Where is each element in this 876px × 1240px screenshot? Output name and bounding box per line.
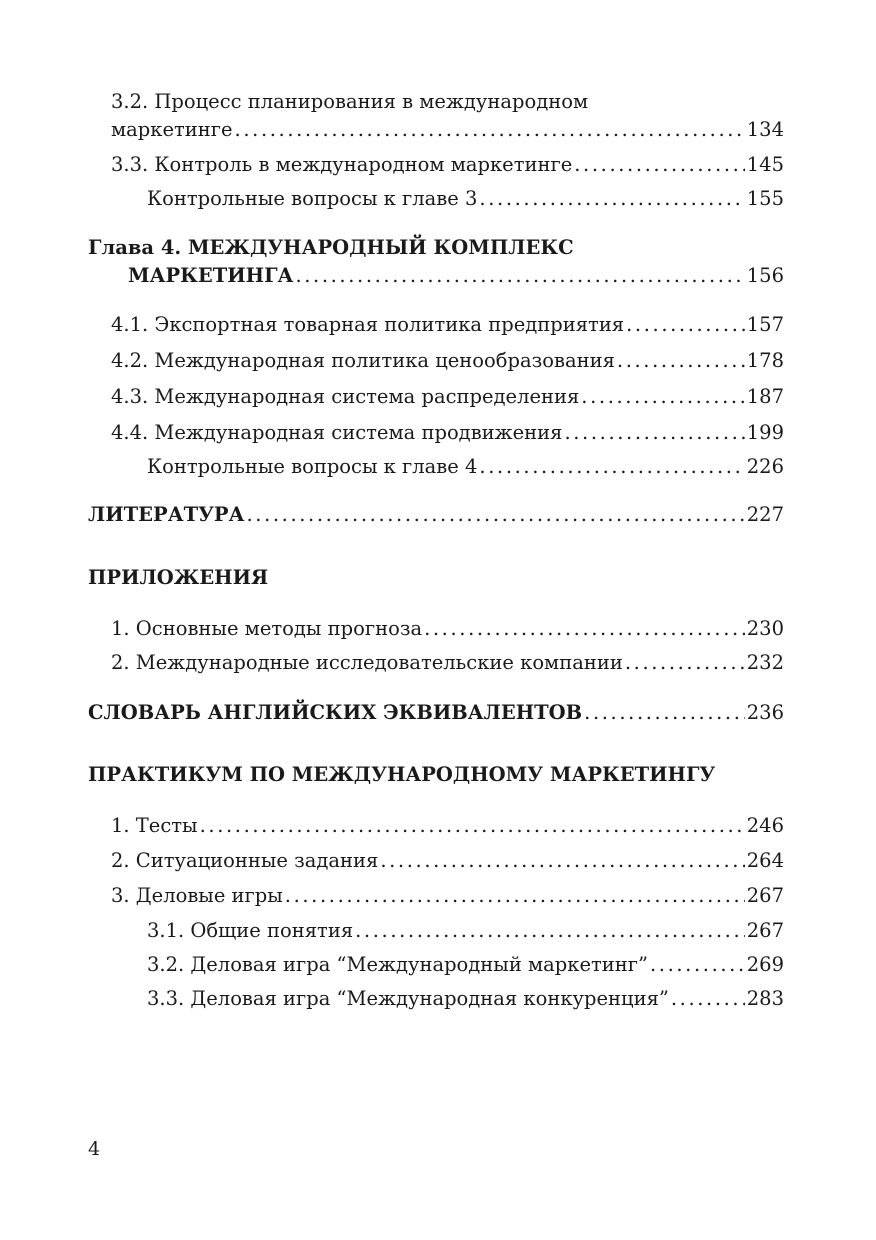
toc-entry-4-2[interactable] — [111, 349, 784, 373]
toc-page-number: 269 — [746, 953, 784, 976]
toc-entry-label: 4.2. Международная политика ценообразования — [111, 349, 615, 372]
toc-entry-label: 3.1. Общие понятия — [147, 919, 354, 942]
toc-page-number: 187 — [746, 385, 784, 408]
leader-dots — [246, 503, 744, 527]
leader-dots — [479, 187, 744, 211]
leader-dots — [671, 987, 745, 1011]
leader-dots — [564, 421, 744, 445]
toc-page-number: 157 — [746, 313, 784, 336]
page-number: 4 — [88, 1138, 101, 1160]
toc-page-number: 230 — [746, 617, 784, 640]
leader-dots — [625, 651, 745, 675]
toc-entry-3-3[interactable] — [111, 153, 784, 177]
toc-page-number: 178 — [746, 349, 784, 372]
leader-dots — [617, 349, 745, 373]
toc-entry-label: СЛОВАРЬ АНГЛИЙСКИХ ЭКВИВАЛЕНТОВ — [88, 701, 583, 724]
toc-page-number: 226 — [746, 455, 784, 478]
toc-entry-3-2-line1: 3.2. Процесс планирования в международном — [111, 90, 589, 113]
toc-entry-questions-3[interactable] — [147, 187, 784, 211]
toc-page-number: 267 — [746, 884, 784, 907]
toc-entry-4-3[interactable] — [111, 385, 784, 409]
toc-entry-label: Контрольные вопросы к главе 4 — [147, 455, 478, 478]
leader-dots — [479, 455, 744, 479]
toc-practicum-2[interactable] — [111, 849, 784, 873]
toc-page-number: 267 — [746, 919, 784, 942]
toc-entry-label: 4.3. Международная система распределения — [111, 385, 580, 408]
toc-entry-questions-4[interactable] — [147, 455, 784, 479]
toc-entry-label: ЛИТЕРАТУРА — [88, 503, 245, 526]
toc-glossary[interactable] — [88, 701, 784, 725]
toc-chapter-4-line1: Глава 4. МЕЖДУНАРОДНЫЙ КОМПЛЕКС — [88, 236, 574, 259]
toc-practicum-1[interactable] — [111, 814, 784, 838]
leader-dots — [235, 118, 745, 142]
toc-practicum-3[interactable] — [111, 884, 784, 908]
toc-page-number: 246 — [746, 814, 784, 837]
toc-entry-label: Контрольные вопросы к главе 3 — [147, 187, 478, 210]
toc-page-number: 145 — [746, 153, 784, 176]
toc-entry-label: 4.4. Международная система продвижения — [111, 421, 563, 444]
toc-practicum-3-2[interactable] — [147, 953, 784, 977]
toc-entry-3-2[interactable] — [111, 118, 784, 142]
toc-page-number: 199 — [746, 421, 784, 444]
toc-entry-label: 3. Деловые игры — [111, 884, 283, 907]
toc-entry-label: 1. Основные методы прогноза — [111, 617, 423, 640]
leader-dots — [285, 884, 745, 908]
toc-entry-label: 4.1. Экспортная товарная политика предприятия — [111, 313, 625, 336]
toc-entry-4-4[interactable] — [111, 421, 784, 445]
toc-practicum-3-1[interactable] — [147, 919, 784, 943]
toc-page-number: 227 — [746, 503, 784, 526]
toc-entry-label: 3.3. Контроль в международном маркетинге — [111, 153, 573, 176]
toc-entry-label: 3.3. Деловая игра “Международная конкуренция” — [147, 987, 669, 1010]
leader-dots — [574, 153, 745, 177]
leader-dots — [424, 617, 745, 641]
toc-entry-label: маркетинге — [111, 118, 233, 141]
toc-entry-label: 2. Ситуационные задания — [111, 849, 379, 872]
toc-page-number: 283 — [746, 987, 784, 1010]
toc-page-number: 232 — [746, 651, 784, 674]
toc-entry-label: 3.2. Деловая игра “Международный маркетинг” — [147, 953, 648, 976]
leader-dots — [355, 919, 745, 943]
toc-page-number: 134 — [746, 118, 784, 141]
toc-page-number: 156 — [746, 264, 784, 287]
toc-practicum-heading[interactable]: ПРАКТИКУМ ПО МЕЖДУНАРОДНОМУ МАРКЕТИНГУ — [88, 763, 716, 786]
toc-practicum-3-3[interactable] — [147, 987, 784, 1011]
leader-dots — [650, 953, 745, 977]
leader-dots — [200, 814, 745, 838]
toc-appendix-1[interactable] — [111, 617, 784, 641]
leader-dots — [626, 313, 745, 337]
leader-dots — [380, 849, 744, 873]
toc-chapter-4[interactable] — [128, 264, 784, 288]
leader-dots — [581, 385, 744, 409]
toc-entry-label: 2. Международные исследовательские компании — [111, 651, 623, 674]
leader-dots — [295, 264, 744, 288]
leader-dots — [584, 701, 745, 725]
toc-literature[interactable] — [88, 503, 784, 527]
toc-page-number: 264 — [746, 849, 784, 872]
toc-entry-4-1[interactable] — [111, 313, 784, 337]
toc-entry-label: МАРКЕТИНГА — [128, 264, 294, 287]
toc-page-number: 155 — [746, 187, 784, 210]
toc-appendices-heading[interactable]: ПРИЛОЖЕНИЯ — [88, 566, 269, 589]
toc-page-number: 236 — [746, 701, 784, 724]
toc-appendix-2[interactable] — [111, 651, 784, 675]
toc-entry-label: 1. Тесты — [111, 814, 198, 837]
